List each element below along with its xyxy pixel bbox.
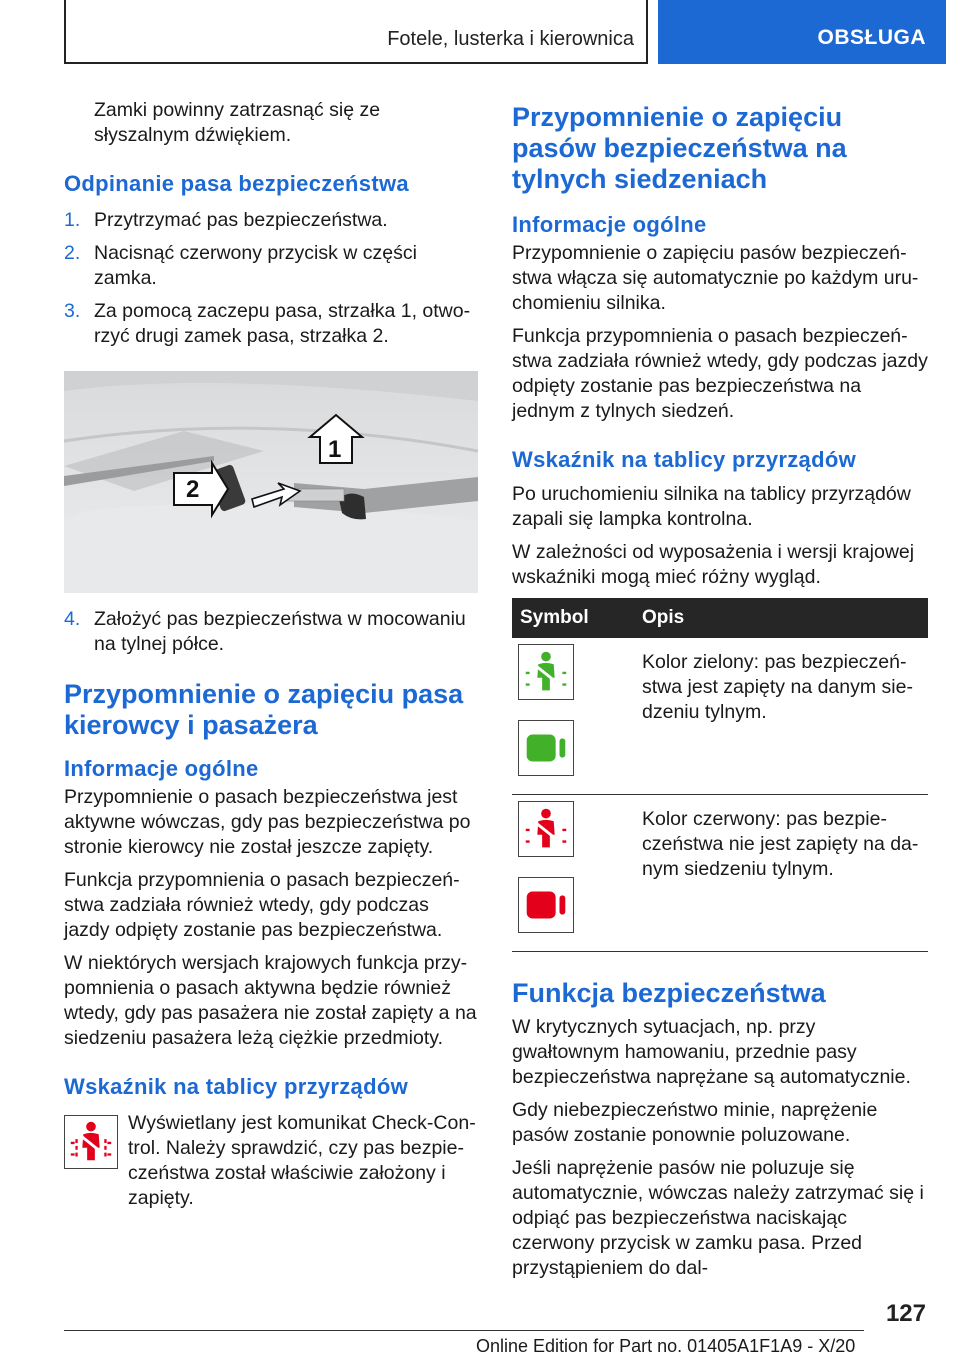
checkcontrol-notice	[64, 1111, 478, 1211]
arrow-label-1: 1	[328, 436, 342, 463]
general-info-heading: Informacje ogólne	[64, 756, 259, 781]
unbuckle-heading: Odpinanie pasa bezpieczeństwa	[64, 171, 409, 196]
step-number: 2.	[64, 242, 81, 264]
step-number: 3.	[64, 300, 81, 322]
mount-steps	[64, 607, 478, 657]
header-title-box	[64, 0, 648, 64]
rear-general-paragraph-2: Funkcja przypomnienia o pasach bezpieczeństwa zadziała również wtedy, gdy podczas jazdy odpięty zostanie pas bezpieczeństwa na jednym z tylnych siedzeń.	[512, 325, 928, 422]
step-number: 1.	[64, 209, 81, 231]
seat-occupied-green-icon	[518, 720, 574, 776]
edition-note: Online Edition for Part no. 01405A1F1A9 - X/20	[476, 1336, 856, 1356]
green-description: Kolor zielony: pas bezpieczeństwa jest zapięty na danym siedzeniu tylnym.	[642, 651, 913, 723]
buckle-intro: Zamki powinny zatrzasnąć się ze słyszalnym dźwiękiem.	[94, 99, 381, 146]
step-item	[64, 208, 478, 233]
checkcontrol-text: Wyświetlany jest komunikat Check-Control. Należy sprawdzić, czy pas bezpieczeństwa został właściwie założony i zapięty.	[128, 1112, 476, 1209]
right-column	[512, 102, 928, 1289]
safety-paragraph-1: W krytycznych sytuacjach, np. przy gwałtownym hamowaniu, przednie pasy bezpieczeństwa naprężane są automatycznie.	[512, 1016, 911, 1088]
symbol-column-header: Symbol	[512, 598, 642, 638]
step-text: Nacisnąć czerwony przycisk w części zamka.	[94, 242, 417, 289]
description-cell	[642, 795, 928, 952]
rear-indicator-paragraph-1: Po uruchomieniu silnika na tablicy przyrządów zapali się lampka kontrolna.	[512, 483, 911, 530]
symbol-table	[512, 598, 928, 952]
section-title: Fotele, lusterka i kierownica	[387, 28, 634, 50]
chapter-tab-label: OBSŁUGA	[817, 26, 926, 49]
step-item	[64, 299, 478, 349]
seat-occupied-red-icon	[518, 877, 574, 933]
indicator-heading: Wskaźnik na tablicy przyrządów	[64, 1074, 408, 1099]
step-text: Za pomocą zaczepu pasa, strzałka 1, otworzyć drugi zamek pasa, strzałka 2.	[94, 300, 471, 347]
red-description: Kolor czerwony: pas bezpieczeństwa nie jest zapięty na danym siedzeniu tylnym.	[642, 808, 919, 880]
safety-function-heading: Funkcja bezpieczeństwa	[512, 978, 826, 1008]
symbol-cell	[512, 638, 642, 795]
rear-indicator-paragraph-2: W zależności od wyposażenia i wersji krajowej wskaźniki mogą mieć różny wygląd.	[512, 541, 915, 588]
step-item	[64, 607, 478, 657]
rear-indicator-heading: Wskaźnik na tablicy przyrządów	[512, 447, 856, 472]
safety-paragraph-3: Jeśli naprężenie pasów nie poluzuje się automatycznie, wówczas należy zatrzymać się i odpiąć pas bezpieczeństwa naciskając czerwony przycisk w zamku pasa. Przed przystąpieniem do dal-	[512, 1157, 924, 1279]
left-column	[64, 98, 478, 1219]
symbol-cell	[512, 795, 642, 952]
footer-divider	[64, 1330, 864, 1331]
unbuckle-steps	[64, 208, 478, 349]
page-number: 127	[885, 1300, 926, 1327]
general-paragraph-1: Przypomnienie o pasach bezpieczeństwa jest aktywne wówczas, gdy pas bezpieczeństwa po stronie kierowcy nie został jeszcze zapięty.	[64, 786, 471, 858]
table-row	[512, 795, 928, 952]
chapter-tab[interactable]	[658, 0, 946, 64]
description-cell	[642, 638, 928, 795]
description-column-header: Opis	[642, 598, 928, 638]
step-text: Przytrzymać pas bezpieczeństwa.	[94, 209, 388, 231]
step-item	[64, 241, 478, 291]
table-row	[512, 638, 928, 795]
general-info-heading: Informacje ogólne	[512, 212, 707, 237]
safety-paragraph-2: Gdy niebezpieczeństwo minie, naprężenie pasów zostanie ponownie poluzowane.	[512, 1099, 878, 1146]
seatbelt-red-icon	[518, 801, 574, 857]
rear-general-paragraph-1: Przypomnienie o zapięciu pasów bezpieczeństwa włącza się automatycznie po każdym uruchomieniu silnika.	[512, 242, 919, 314]
rear-reminder-heading: Przypomnienie o zapięciu pasów bezpieczeństwa na tylnych siedzeniach	[512, 102, 847, 194]
seatbelt-warning-icon	[64, 1115, 118, 1169]
table-header-row	[512, 598, 928, 638]
general-paragraph-2: Funkcja przypomnienia o pasach bezpieczeństwa zadziała również wtedy, gdy podczas jazdy odpięty zostanie pas bezpieczeństwa.	[64, 869, 460, 941]
arrow-label-2: 2	[186, 476, 200, 503]
step-text: Założyć pas bezpieczeństwa w mocowaniu na tylnej półce.	[94, 608, 466, 655]
rear-seatbelt-photo	[64, 371, 478, 593]
driver-reminder-heading: Przypomnienie o zapięciu pasa kierowcy i pasażera	[64, 679, 464, 740]
step-number: 4.	[64, 608, 81, 630]
seatbelt-green-icon	[518, 644, 574, 700]
general-paragraph-3: W niektórych wersjach krajowych funkcja przypomnienia o pasach aktywna będzie również wtedy, gdy pas pasażera nie został zapięty a na siedzeniu pasażera leżą ciężkie przedmioty.	[64, 952, 477, 1049]
